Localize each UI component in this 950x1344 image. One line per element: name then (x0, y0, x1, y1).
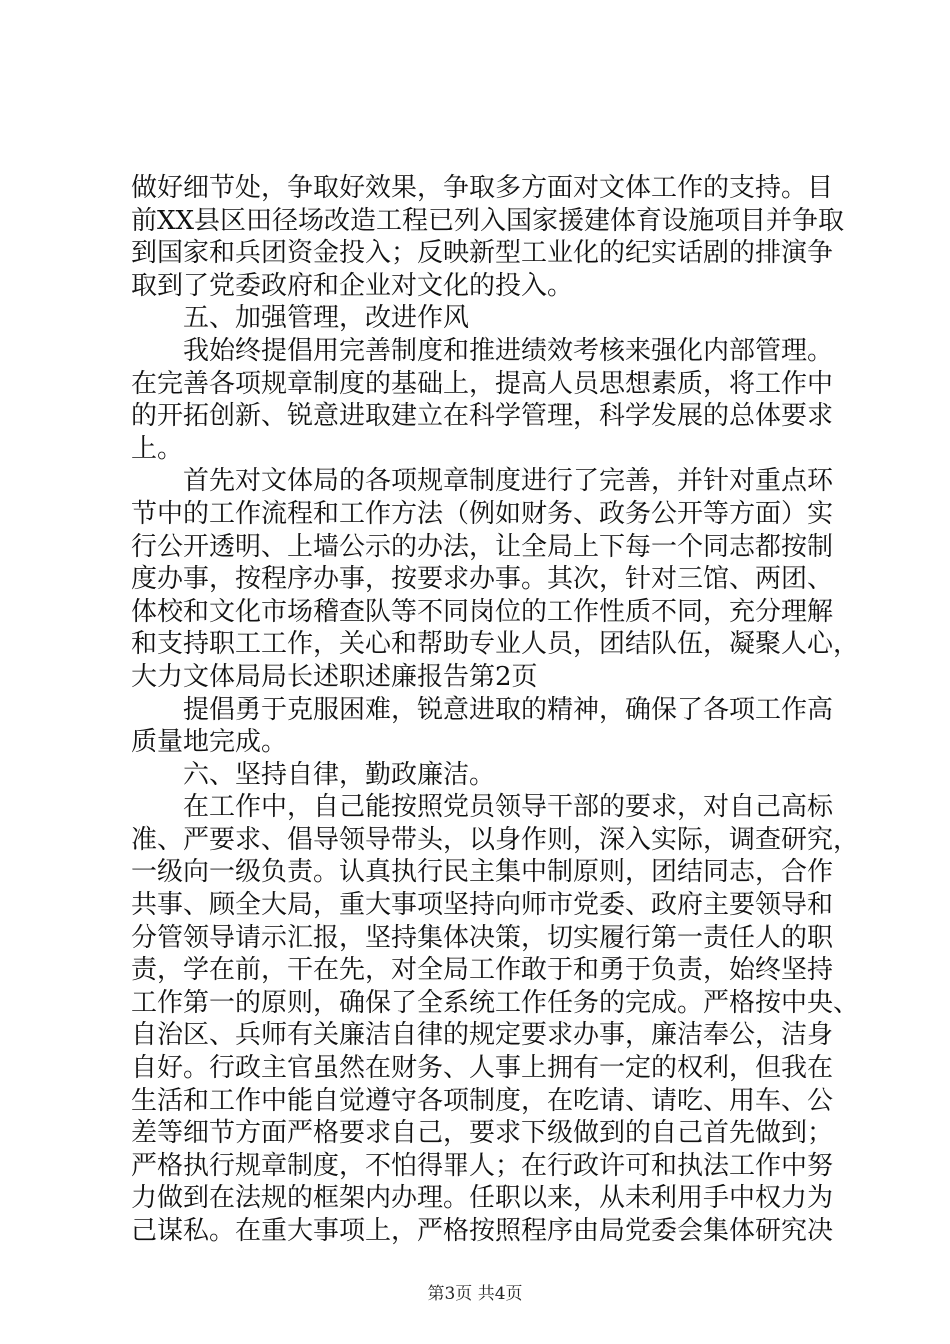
text-line: 准、严要求、倡导领导带头，以身作则，深入实际，调查研究， (131, 824, 860, 855)
text-line: 己谋私。在重大事项上，严格按照程序由局党委会集体研究决 (131, 1216, 834, 1246)
text-line: 工作第一的原则，确保了全系统工作任务的完成。严格按中央、 (131, 987, 860, 1018)
text-line: 分管领导请示汇报，坚持集体决策，切实履行第一责任人的职 (131, 922, 834, 953)
text-line: 大力文体局局长述职述廉报告第2页 (131, 661, 538, 692)
text-line: 体校和文化市场稽查队等不同岗位的工作性质不同，充分理解 (131, 596, 834, 627)
text-line: 六、坚持自律，勤政廉洁。 (183, 759, 496, 790)
text-line: 和支持职工工作，关心和帮助专业人员，团结队伍，凝聚人心， (131, 629, 860, 660)
text-line: 质量地完成。 (131, 727, 288, 758)
text-line: 力做到在法规的框架内办理。任职以来，从未利用手中权力为 (131, 1183, 834, 1214)
text-line: 五、加强管理，改进作风 (183, 303, 470, 334)
text-line: 节中的工作流程和工作方法（例如财务、政务公开等方面）实 (131, 498, 834, 529)
page-footer: 第3页 共4页 (427, 1284, 523, 1304)
document-body (131, 172, 860, 1248)
text-line: 上。 (131, 433, 184, 464)
text-line: 首先对文体局的各项规章制度进行了完善，并针对重点环 (183, 466, 834, 497)
text-line: 在工作中，自己能按照党员领导干部的要求，对自己高标 (183, 792, 834, 823)
text-line: 共事、顾全大局，重大事项坚持向师市党委、政府主要领导和 (131, 890, 834, 921)
text-line: 到国家和兵团资金投入；反映新型工业化的纪实话剧的排演争 (131, 238, 834, 269)
text-line: 责，学在前，干在先，对全局工作敢于和勇于负责，始终坚持 (131, 955, 834, 986)
text-line: 取到了党委政府和企业对文化的投入。 (131, 270, 574, 301)
text-line: 严格执行规章制度，不怕得罪人；在行政许可和执法工作中努 (131, 1150, 834, 1181)
text-line: 一级向一级负责。认真执行民主集中制原则，团结同志，合作 (131, 857, 834, 888)
text-line: 做好细节处，争取好效果，争取多方面对文体工作的支持。目 (131, 173, 834, 203)
text-line: 差等细节方面严格要求自己，要求下级做到的自己首先做到； (131, 1118, 834, 1149)
text-line: 自治区、兵师有关廉洁自律的规定要求办事，廉洁奉公，洁身 (131, 1020, 834, 1051)
text-line: 前XX县区田径场改造工程已列入国家援建体育设施项目并争取 (131, 205, 845, 236)
text-line: 在完善各项规章制度的基础上，提高人员思想素质，将工作中 (131, 368, 834, 399)
text-line: 我始终提倡用完善制度和推进绩效考核来强化内部管理。 (183, 335, 834, 366)
text-line: 行公开透明、上墙公示的办法，让全局上下每一个同志都按制 (131, 531, 834, 562)
text-line: 的开拓创新、锐意进取建立在科学管理，科学发展的总体要求 (131, 401, 834, 432)
text-line: 提倡勇于克服困难，锐意进取的精神，确保了各项工作高 (183, 694, 834, 725)
text-line: 度办事，按程序办事，按要求办事。其次，针对三馆、两团、 (131, 564, 834, 595)
text-line: 自好。行政主官虽然在财务、人事上拥有一定的权利，但我在 (131, 1053, 834, 1084)
text-line: 生活和工作中能自觉遵守各项制度，在吃请、请吃、用车、公 (131, 1085, 834, 1116)
